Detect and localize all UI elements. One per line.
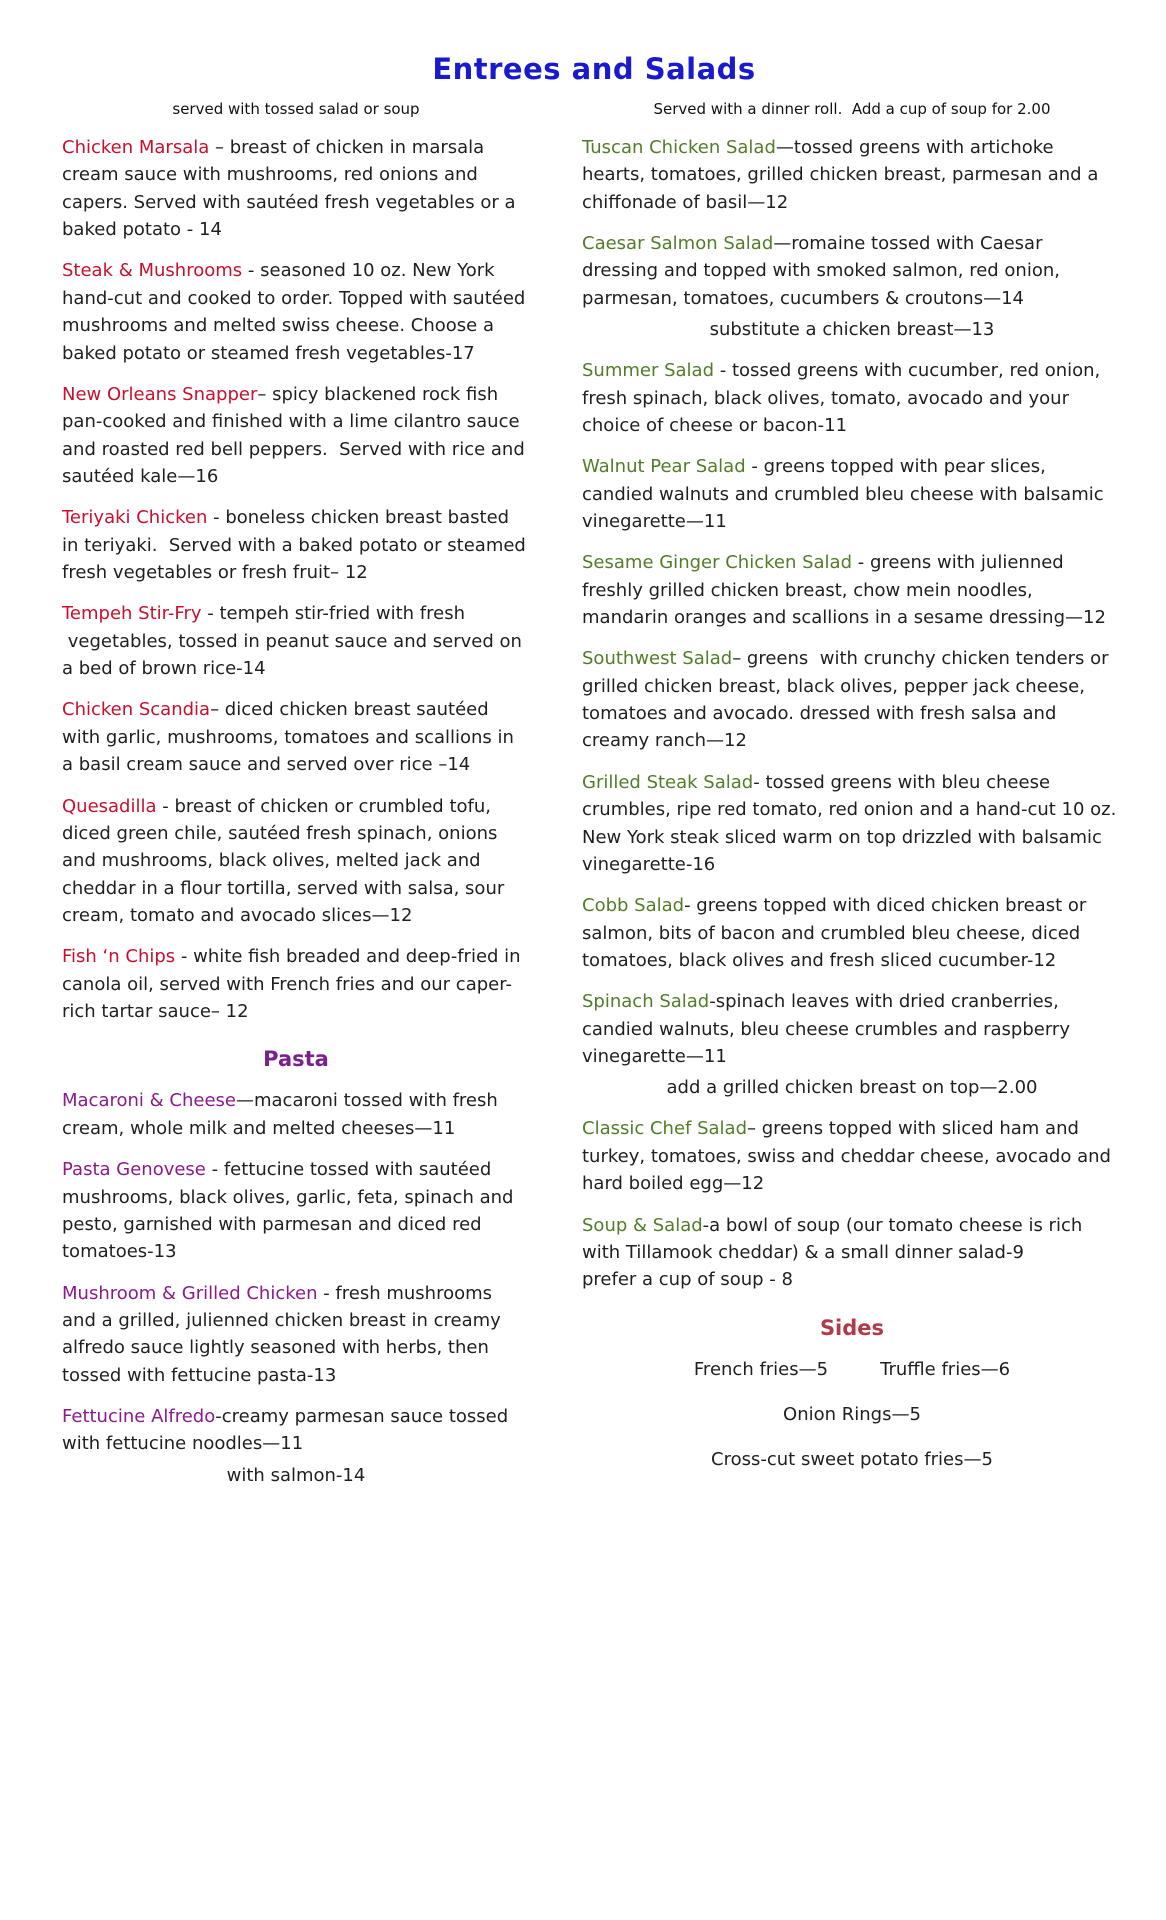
menu-item-name: Pasta Genovese	[62, 1159, 206, 1181]
entrees-list	[62, 134, 530, 1025]
menu-item	[62, 1280, 530, 1389]
menu-item-name: Chicken Marsala	[62, 137, 210, 158]
menu-item-description: – breast of chicken in marsala cream sauce with mushrooms, red onions and capers. Served with sautéed fresh vegetables or a baked potato - 14	[62, 137, 516, 241]
menu-item-note: add a grilled chicken breast on top—2.00	[666, 1077, 1038, 1099]
menu-item	[62, 381, 530, 490]
menu-item-description: —tossed greens with artichoke hearts, tomatoes, grilled chicken breast, parmesan and a chiffonade of basil—12	[582, 137, 1099, 213]
menu-item-name: Sesame Ginger Chicken Salad	[582, 552, 852, 574]
menu-item-name: Tempeh Stir-Fry	[62, 603, 202, 625]
salads-column	[582, 100, 1122, 1491]
menu-item-description: - greens topped with diced chicken breast or salmon, bits of bacon and crumbled bleu cheese, diced tomatoes, black olives and fresh sliced cucumber-12	[582, 895, 1087, 971]
entrees-subtitle: served with tossed salad or soup	[172, 100, 420, 118]
side-item: Onion Rings—5	[783, 1403, 921, 1425]
salads-subtitle: Served with a dinner roll. Add a cup of soup for 2.00	[653, 100, 1051, 118]
menu-item-name: Tuscan Chicken Salad	[582, 137, 776, 158]
menu-item	[582, 1212, 1122, 1294]
menu-item	[582, 988, 1122, 1070]
menu-item-description: - breast of chicken or crumbled tofu, diced green chile, sautéed fresh spinach, onions and mushrooms, black olives, melted jack and cheddar in a flour tortilla, served with salsa, sour cream, tomato and avocado slices—12	[62, 795, 505, 926]
sides-heading: Sides	[819, 1315, 885, 1340]
menu-item-name: Summer Salad	[582, 360, 715, 382]
menu-item-description: - boneless chicken breast basted in teriyaki. Served with a baked potato or steamed fresh vegetables or fresh fruit– 12	[62, 507, 526, 584]
menu-item-name: Chicken Scandia	[62, 699, 211, 721]
menu-item	[582, 453, 1122, 535]
menu-item-description: -spinach leaves with dried cranberries, candied walnuts, bleu cheese crumbles and raspberry vinegarette—11	[582, 991, 1070, 1068]
menu-item-description: - tossed greens with bleu cheese crumbles, ripe red tomato, red onion and a hand-cut 10 oz. New York steak sliced warm on top drizzled with balsamic vinegarette-16	[582, 771, 1117, 875]
menu-item	[62, 696, 530, 778]
menu-item	[62, 1403, 530, 1458]
pasta-heading: Pasta	[263, 1047, 329, 1072]
sides-line	[582, 1401, 1122, 1428]
sides-line	[582, 1356, 1122, 1383]
menu-item	[582, 1115, 1122, 1197]
sides-line	[582, 1446, 1122, 1473]
menu-item	[582, 357, 1122, 439]
page-title: Entrees and Salads	[432, 52, 756, 86]
menu-item	[62, 504, 530, 586]
menu-item-name: Cobb Salad	[582, 895, 685, 917]
menu-item	[62, 1087, 530, 1142]
menu-item-name: Classic Chef Salad	[582, 1118, 747, 1140]
menu-item-name: Fish ‘n Chips	[62, 946, 176, 968]
menu-item-description: - tempeh stir-fried with fresh vegetables, tossed in peanut sauce and served on a bed of brown rice-14	[62, 603, 522, 680]
menu-item-name: Fettucine Alfredo	[62, 1406, 216, 1428]
menu-item-description: - fresh mushrooms and a grilled, julienned chicken breast in creamy alfredo sauce lightly seasoned with herbs, then tossed with fettucine pasta-13	[62, 1282, 501, 1386]
menu-item-description: - seasoned 10 oz. New York hand-cut and cooked to order. Topped with sautéed mushrooms and melted swiss cheese. Choose a baked potato or steamed fresh vegetables-17	[62, 260, 526, 364]
menu-item	[62, 1156, 530, 1265]
menu-item-description: -a bowl of soup (our tomato cheese is rich with Tillamook cheddar) & a small dinner salad-9 prefer a cup of soup - 8	[582, 1214, 1083, 1291]
salads-list	[582, 134, 1122, 1294]
menu-item	[582, 769, 1122, 878]
menu-item	[582, 134, 1122, 216]
menu-item-name: Walnut Pear Salad	[582, 456, 746, 478]
menu-item-name: Steak & Mushrooms	[62, 260, 243, 282]
menu-item-description: – spicy blackened rock fish pan-cooked and finished with a lime cilantro sauce and roasted red bell peppers. Served with rice and sautéed kale—16	[62, 383, 525, 487]
menu-item-description: - greens topped with pear slices, candied walnuts and crumbled bleu cheese with balsamic vinegarette—11	[582, 456, 1104, 532]
menu-item-name: Teriyaki Chicken	[62, 507, 208, 529]
menu-item	[62, 257, 530, 366]
menu-item	[582, 645, 1122, 754]
menu-item-name: New Orleans Snapper	[62, 383, 258, 405]
menu-item-note: with salmon-14	[226, 1464, 366, 1486]
side-item: Cross-cut sweet potato fries—5	[711, 1448, 993, 1470]
menu-item-description: - tossed greens with cucumber, red onion, fresh spinach, black olives, tomato, avocado and your choice of cheese or bacon-11	[582, 360, 1101, 436]
menu-item-name: Caesar Salmon Salad	[582, 233, 774, 255]
menu-item-name: Macaroni & Cheese	[62, 1090, 236, 1112]
menu-item-name: Quesadilla	[62, 795, 157, 817]
menu-item-name: Soup & Salad	[582, 1214, 703, 1236]
menu-item	[582, 892, 1122, 974]
menu-item-description: – greens with crunchy chicken tenders or grilled chicken breast, black olives, pepper jack cheese, tomatoes and avocado. dressed with fresh salsa and creamy ranch—12	[582, 648, 1109, 752]
pasta-list	[62, 1087, 530, 1488]
side-item: French fries—5	[693, 1358, 829, 1380]
menu-item	[62, 943, 530, 1025]
menu-item	[62, 134, 530, 243]
menu-item-description: - greens with julienned freshly grilled chicken breast, chow mein noodles, mandarin oranges and scallions in a sesame dressing—12	[582, 552, 1106, 629]
menu-item-description: -creamy parmesan sauce tossed with fettucine noodles—11	[62, 1406, 509, 1455]
menu-item-description: - white fish breaded and deep-fried in canola oil, served with French fries and our caper-rich tartar sauce– 12	[62, 946, 521, 1023]
menu-item	[582, 549, 1122, 631]
menu-item-note: substitute a chicken breast—13	[709, 319, 995, 341]
menu-item	[582, 230, 1122, 312]
menu-columns	[62, 100, 1126, 1503]
menu-item	[62, 600, 530, 682]
menu-item-description: - fettucine tossed with sautéed mushrooms, black olives, garlic, feta, spinach and pesto, garnished with parmesan and diced red tomatoes-13	[62, 1159, 514, 1263]
menu-item	[62, 793, 530, 930]
menu-item-name: Spinach Salad	[582, 991, 710, 1013]
entrees-column	[62, 100, 530, 1503]
menu-item-name: Southwest Salad	[582, 648, 733, 670]
menu-item-description: – diced chicken breast sautéed with garlic, mushrooms, tomatoes and scallions in a basil cream sauce and served over rice –14	[62, 699, 514, 776]
sides-list	[582, 1356, 1122, 1473]
menu-item-name: Grilled Steak Salad	[582, 771, 754, 793]
menu-item-name: Mushroom & Grilled Chicken	[62, 1282, 318, 1304]
menu-item-description: —romaine tossed with Caesar dressing and topped with smoked salmon, red onion, parmesan, tomatoes, cucumbers & croutons—14	[582, 233, 1060, 309]
menu-item-description: – greens topped with sliced ham and turkey, tomatoes, swiss and cheddar cheese, avocado and hard boiled egg—12	[582, 1118, 1111, 1195]
menu-item-description: —macaroni tossed with fresh cream, whole milk and melted cheeses—11	[62, 1090, 498, 1139]
side-item: Truffle fries—6	[880, 1358, 1011, 1380]
